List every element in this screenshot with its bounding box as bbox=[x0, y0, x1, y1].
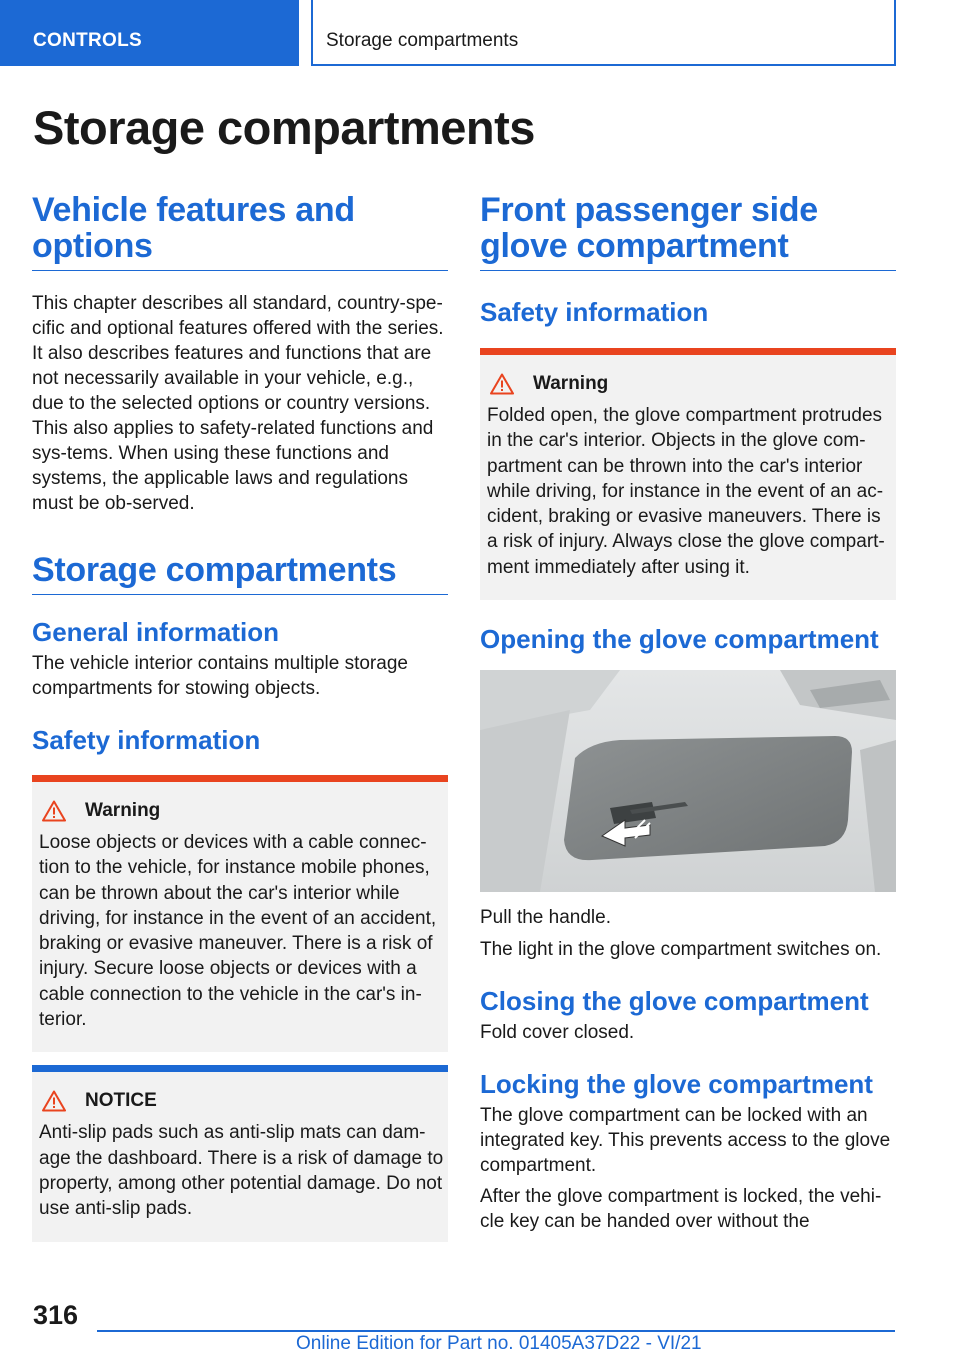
closing-heading: Closing the glove compartment bbox=[480, 986, 869, 1017]
glove-compartment-photo bbox=[480, 670, 896, 892]
header-section-label: CONTROLS bbox=[33, 30, 143, 51]
notice-text: Anti-slip pads such as anti-slip mats can dam-age the dashboard. There is a risk of damage to property, among other potential damage. Do not use anti-slip pads. bbox=[39, 1122, 444, 1220]
general-info-heading: General information bbox=[32, 617, 280, 647]
left-column bbox=[32, 192, 448, 1242]
general-info-text: The vehicle interior contains multiple storage compartments for stowing objects. bbox=[32, 653, 408, 699]
features-text: This chapter describes all standard, country-spe-cific and optional features offered with the series. It also describes features and functions that are not necessarily available in your vehicle, e.g., due to the selected options or country versions. This also applies to safety-related functions and sys-tems. When using these functions and systems, the applicable laws and regulations must be ob-served. bbox=[32, 293, 444, 514]
opening-heading: Opening the glove compartment bbox=[480, 624, 879, 655]
warning-triangle-icon bbox=[39, 1088, 85, 1114]
header-section-tab bbox=[0, 0, 299, 66]
locking-text: The glove compartment can be locked with an integrated key. This prevents access to the glove compartment. bbox=[480, 1105, 891, 1177]
warning-text: Loose objects or devices with a cable connec-tion to the vehicle, for instance mobile phones, can be thrown about the car's interior while driving, for instance in the event of an accident, braking or evasive maneuver. There is a risk of injury. Secure loose objects or devices with a cable connection to the vehicle in the car's in-terior. bbox=[39, 832, 437, 1031]
storage-heading: Storage compartments bbox=[32, 552, 448, 595]
glove-warning-text: Folded open, the glove compartment protrudes in the car's interior. Objects in the glove com-partment can be thrown into the car's interior while driving, for instance in the event of an ac-cident, braking or evasive maneuvers. There is a risk of injury. Always close the glove compart-ment immediately after using it. bbox=[487, 405, 885, 578]
features-heading: Vehicle features and options bbox=[32, 192, 448, 271]
header-topic-tab bbox=[311, 0, 896, 66]
notice-box bbox=[32, 1065, 448, 1241]
glove-safety-heading: Safety information bbox=[480, 297, 709, 327]
glove-compartment-heading: Front passenger side glove compartment bbox=[480, 192, 896, 271]
warning-title: Warning bbox=[85, 800, 161, 821]
warning-triangle-icon bbox=[39, 798, 85, 824]
warning-triangle-icon bbox=[487, 371, 533, 397]
notice-title: NOTICE bbox=[85, 1090, 157, 1112]
locking-text-continued: After the glove compartment is locked, the vehi-cle key can be handed over without the bbox=[480, 1186, 882, 1233]
locking-heading: Locking the glove compartment bbox=[480, 1069, 873, 1100]
footer-divider bbox=[97, 1330, 895, 1332]
pull-handle-text: Pull the handle. bbox=[480, 907, 611, 929]
page-title: Storage compartments bbox=[33, 101, 535, 154]
page-number: 316 bbox=[33, 1300, 79, 1330]
warning-box bbox=[32, 775, 448, 1052]
right-column bbox=[480, 192, 896, 1234]
glove-warning-title: Warning bbox=[533, 373, 609, 394]
header-topic-label: Storage compartments bbox=[326, 30, 519, 51]
glove-warning-box bbox=[480, 348, 896, 600]
safety-info-heading: Safety information bbox=[32, 725, 261, 755]
light-switches-text: The light in the glove compartment switches on. bbox=[480, 939, 882, 961]
edition-note: Online Edition for Part no. 01405A37D22 - VI/21 bbox=[296, 1333, 702, 1354]
closing-text: Fold cover closed. bbox=[480, 1022, 635, 1044]
